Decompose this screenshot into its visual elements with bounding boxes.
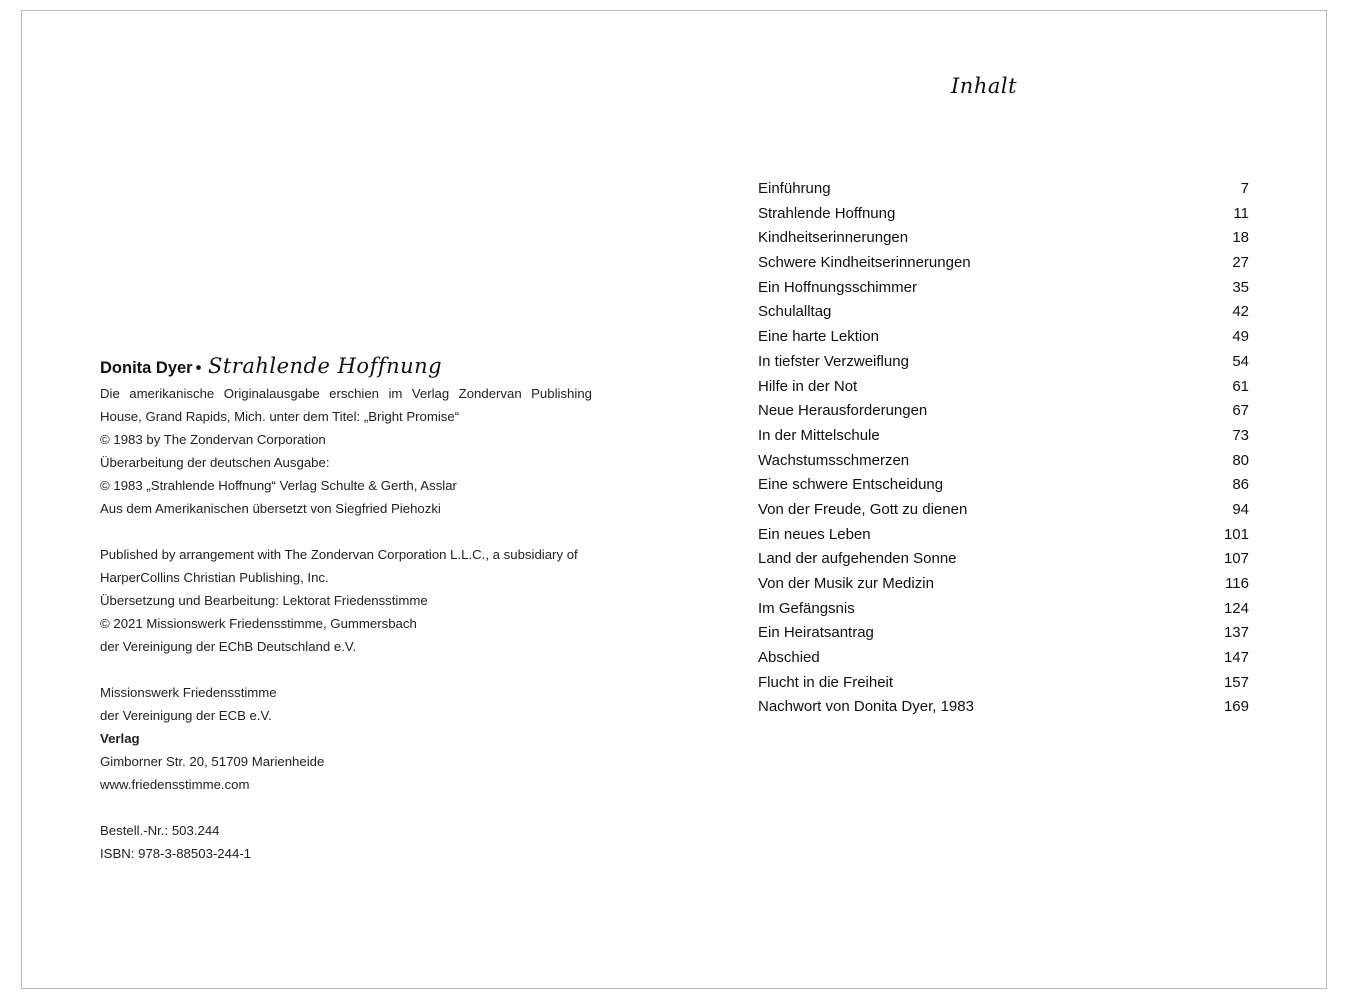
- imprint-line: © 1983 „Strahlende Hoffnung“ Verlag Schulte & Gerth, Asslar: [100, 478, 457, 493]
- toc-entry-page: 18: [1232, 229, 1249, 247]
- toc-entry-title: Land der aufgehenden Sonne: [758, 550, 957, 568]
- toc-entry-title: Im Gefängsnis: [758, 599, 855, 617]
- toc-entry-title: Kindheitserinnerungen: [758, 229, 909, 247]
- toc-entry: [758, 375, 1249, 400]
- toc-entry: [758, 449, 1249, 474]
- imprint-line: Die amerikanische Originalausgabe erschien im Verlag Zondervan Publishing: [100, 386, 592, 401]
- imprint-line: der Vereinigung der EChB Deutschland e.V.: [100, 639, 357, 654]
- toc-entry: [758, 646, 1249, 671]
- toc-entry-title: Einführung: [758, 180, 831, 197]
- toc-entry: [758, 671, 1249, 696]
- toc-entry-title: Ein Hoffnungsschimmer: [758, 278, 917, 296]
- isbn: ISBN: 978-3-88503-244-1: [100, 846, 252, 861]
- toc-entry: [758, 597, 1249, 622]
- toc-entry-page: 107: [1223, 550, 1249, 568]
- publisher-website: www.friedensstimme.com: [100, 777, 250, 792]
- toc-entry-page: 49: [1232, 328, 1249, 346]
- toc-entry: [758, 276, 1249, 301]
- toc-entry-title: In der Mittelschule: [758, 426, 880, 444]
- toc-entry-title: Ein Heiratsantrag: [758, 624, 874, 642]
- toc-entry: [758, 325, 1249, 350]
- original-edition-notes: [100, 382, 592, 520]
- toc-entry-title: Schwere Kindheitserinnerungen: [758, 254, 971, 272]
- imprint-line: HarperCollins Christian Publishing, Inc.: [100, 570, 329, 585]
- toc-heading: Inhalt: [951, 74, 1018, 98]
- toc-entry: [758, 498, 1249, 523]
- spacer: [100, 658, 592, 681]
- toc-entry-page: 35: [1232, 278, 1249, 296]
- toc-entry-page: 147: [1223, 649, 1249, 667]
- toc-entry-page: 86: [1232, 476, 1249, 494]
- toc-entry-title: Neue Herausforderungen: [758, 402, 928, 420]
- toc-entry: [758, 572, 1249, 597]
- imprint-title: [100, 352, 592, 382]
- toc-entry: [758, 473, 1249, 498]
- toc-entry: [758, 226, 1249, 251]
- toc-entry-page: 27: [1232, 254, 1249, 272]
- toc-entry-page: 94: [1232, 500, 1249, 518]
- toc-entry: [758, 424, 1249, 449]
- toc-entry-title: Strahlende Hoffnung: [758, 204, 896, 222]
- book-title: Strahlende Hoffnung: [207, 354, 443, 378]
- toc-entry: [758, 523, 1249, 548]
- toc-entry-title: Nachwort von Donita Dyer, 1983: [758, 698, 974, 716]
- toc-entry-title: Flucht in die Freiheit: [758, 673, 894, 691]
- toc-entry-title: Hilfe in der Not: [758, 377, 858, 395]
- publisher-association: der Vereinigung der ECB e.V.: [100, 708, 272, 723]
- toc-entry: [758, 251, 1249, 276]
- toc-entry-page: 101: [1223, 525, 1249, 543]
- toc-entry-page: 42: [1232, 303, 1249, 321]
- imprint-block: [100, 352, 592, 865]
- toc-entry-title: Eine schwere Entscheidung: [758, 476, 944, 494]
- imprint-line: © 2021 Missionswerk Friedensstimme, Gummersbach: [100, 616, 417, 631]
- toc-entry-title: Von der Freude, Gott zu dienen: [758, 500, 968, 518]
- toc-entry-title: Eine harte Lektion: [758, 328, 879, 346]
- toc-entry-page: 7: [1240, 180, 1249, 197]
- toc-entry-page: 80: [1232, 451, 1249, 469]
- toc-entry-page: 11: [1233, 204, 1249, 222]
- order-number: Bestell.-Nr.: 503.244: [100, 823, 220, 838]
- imprint-line: House, Grand Rapids, Mich. unter dem Titel: „Bright Promise“: [100, 409, 460, 424]
- toc-entry-page: 116: [1225, 575, 1249, 592]
- imprint-line: Übersetzung und Bearbeitung: Lektorat Friedensstimme: [100, 593, 428, 608]
- toc-entry-page: 157: [1223, 673, 1249, 691]
- toc-entry-page: 73: [1232, 426, 1249, 444]
- imprint-line: Überarbeitung der deutschen Ausgabe:: [100, 455, 330, 470]
- license-notes: [100, 543, 592, 658]
- toc-entry-title: Von der Musik zur Medizin: [758, 575, 934, 592]
- toc-entry: [758, 300, 1249, 325]
- toc-entry-title: In tiefster Verzweiflung: [758, 352, 909, 370]
- table-of-contents: [758, 177, 1249, 720]
- imprint-line: Published by arrangement with The Zondervan Corporation L.L.C., a subsidiary of: [100, 547, 578, 562]
- toc-entry-page: 67: [1232, 402, 1249, 420]
- publisher-name: Missionswerk Friedensstimme: [100, 685, 277, 700]
- toc-entry-title: Wachstumsschmerzen: [758, 451, 910, 469]
- publisher-address: Gimborner Str. 20, 51709 Marienheide: [100, 754, 325, 769]
- title-separator: •: [195, 359, 202, 377]
- spacer: [100, 520, 592, 543]
- toc-entry: [758, 695, 1249, 720]
- toc-entry-page: 61: [1232, 377, 1249, 395]
- toc-entry-page: 124: [1223, 599, 1249, 617]
- toc-entry: [758, 202, 1249, 227]
- spacer: [100, 796, 592, 819]
- toc-entry: [758, 399, 1249, 424]
- toc-entry-page: 169: [1223, 698, 1249, 716]
- toc-entry-title: Schulalltag: [758, 303, 832, 321]
- toc-entry-title: Ein neues Leben: [758, 525, 871, 543]
- toc-entry-page: 54: [1232, 352, 1249, 370]
- author-name: Donita Dyer: [100, 359, 193, 377]
- publisher-info: [100, 681, 592, 796]
- toc-entry: [758, 547, 1249, 572]
- toc-entry-title: Abschied: [758, 649, 820, 667]
- toc-entry: [758, 350, 1249, 375]
- toc-entry: [758, 177, 1249, 202]
- imprint-line: © 1983 by The Zondervan Corporation: [100, 432, 326, 447]
- toc-entry-page: 137: [1223, 624, 1249, 642]
- toc-entry: [758, 621, 1249, 646]
- publisher-label: Verlag: [100, 731, 140, 746]
- imprint-line: Aus dem Amerikanischen übersetzt von Siegfried Piehozki: [100, 501, 441, 516]
